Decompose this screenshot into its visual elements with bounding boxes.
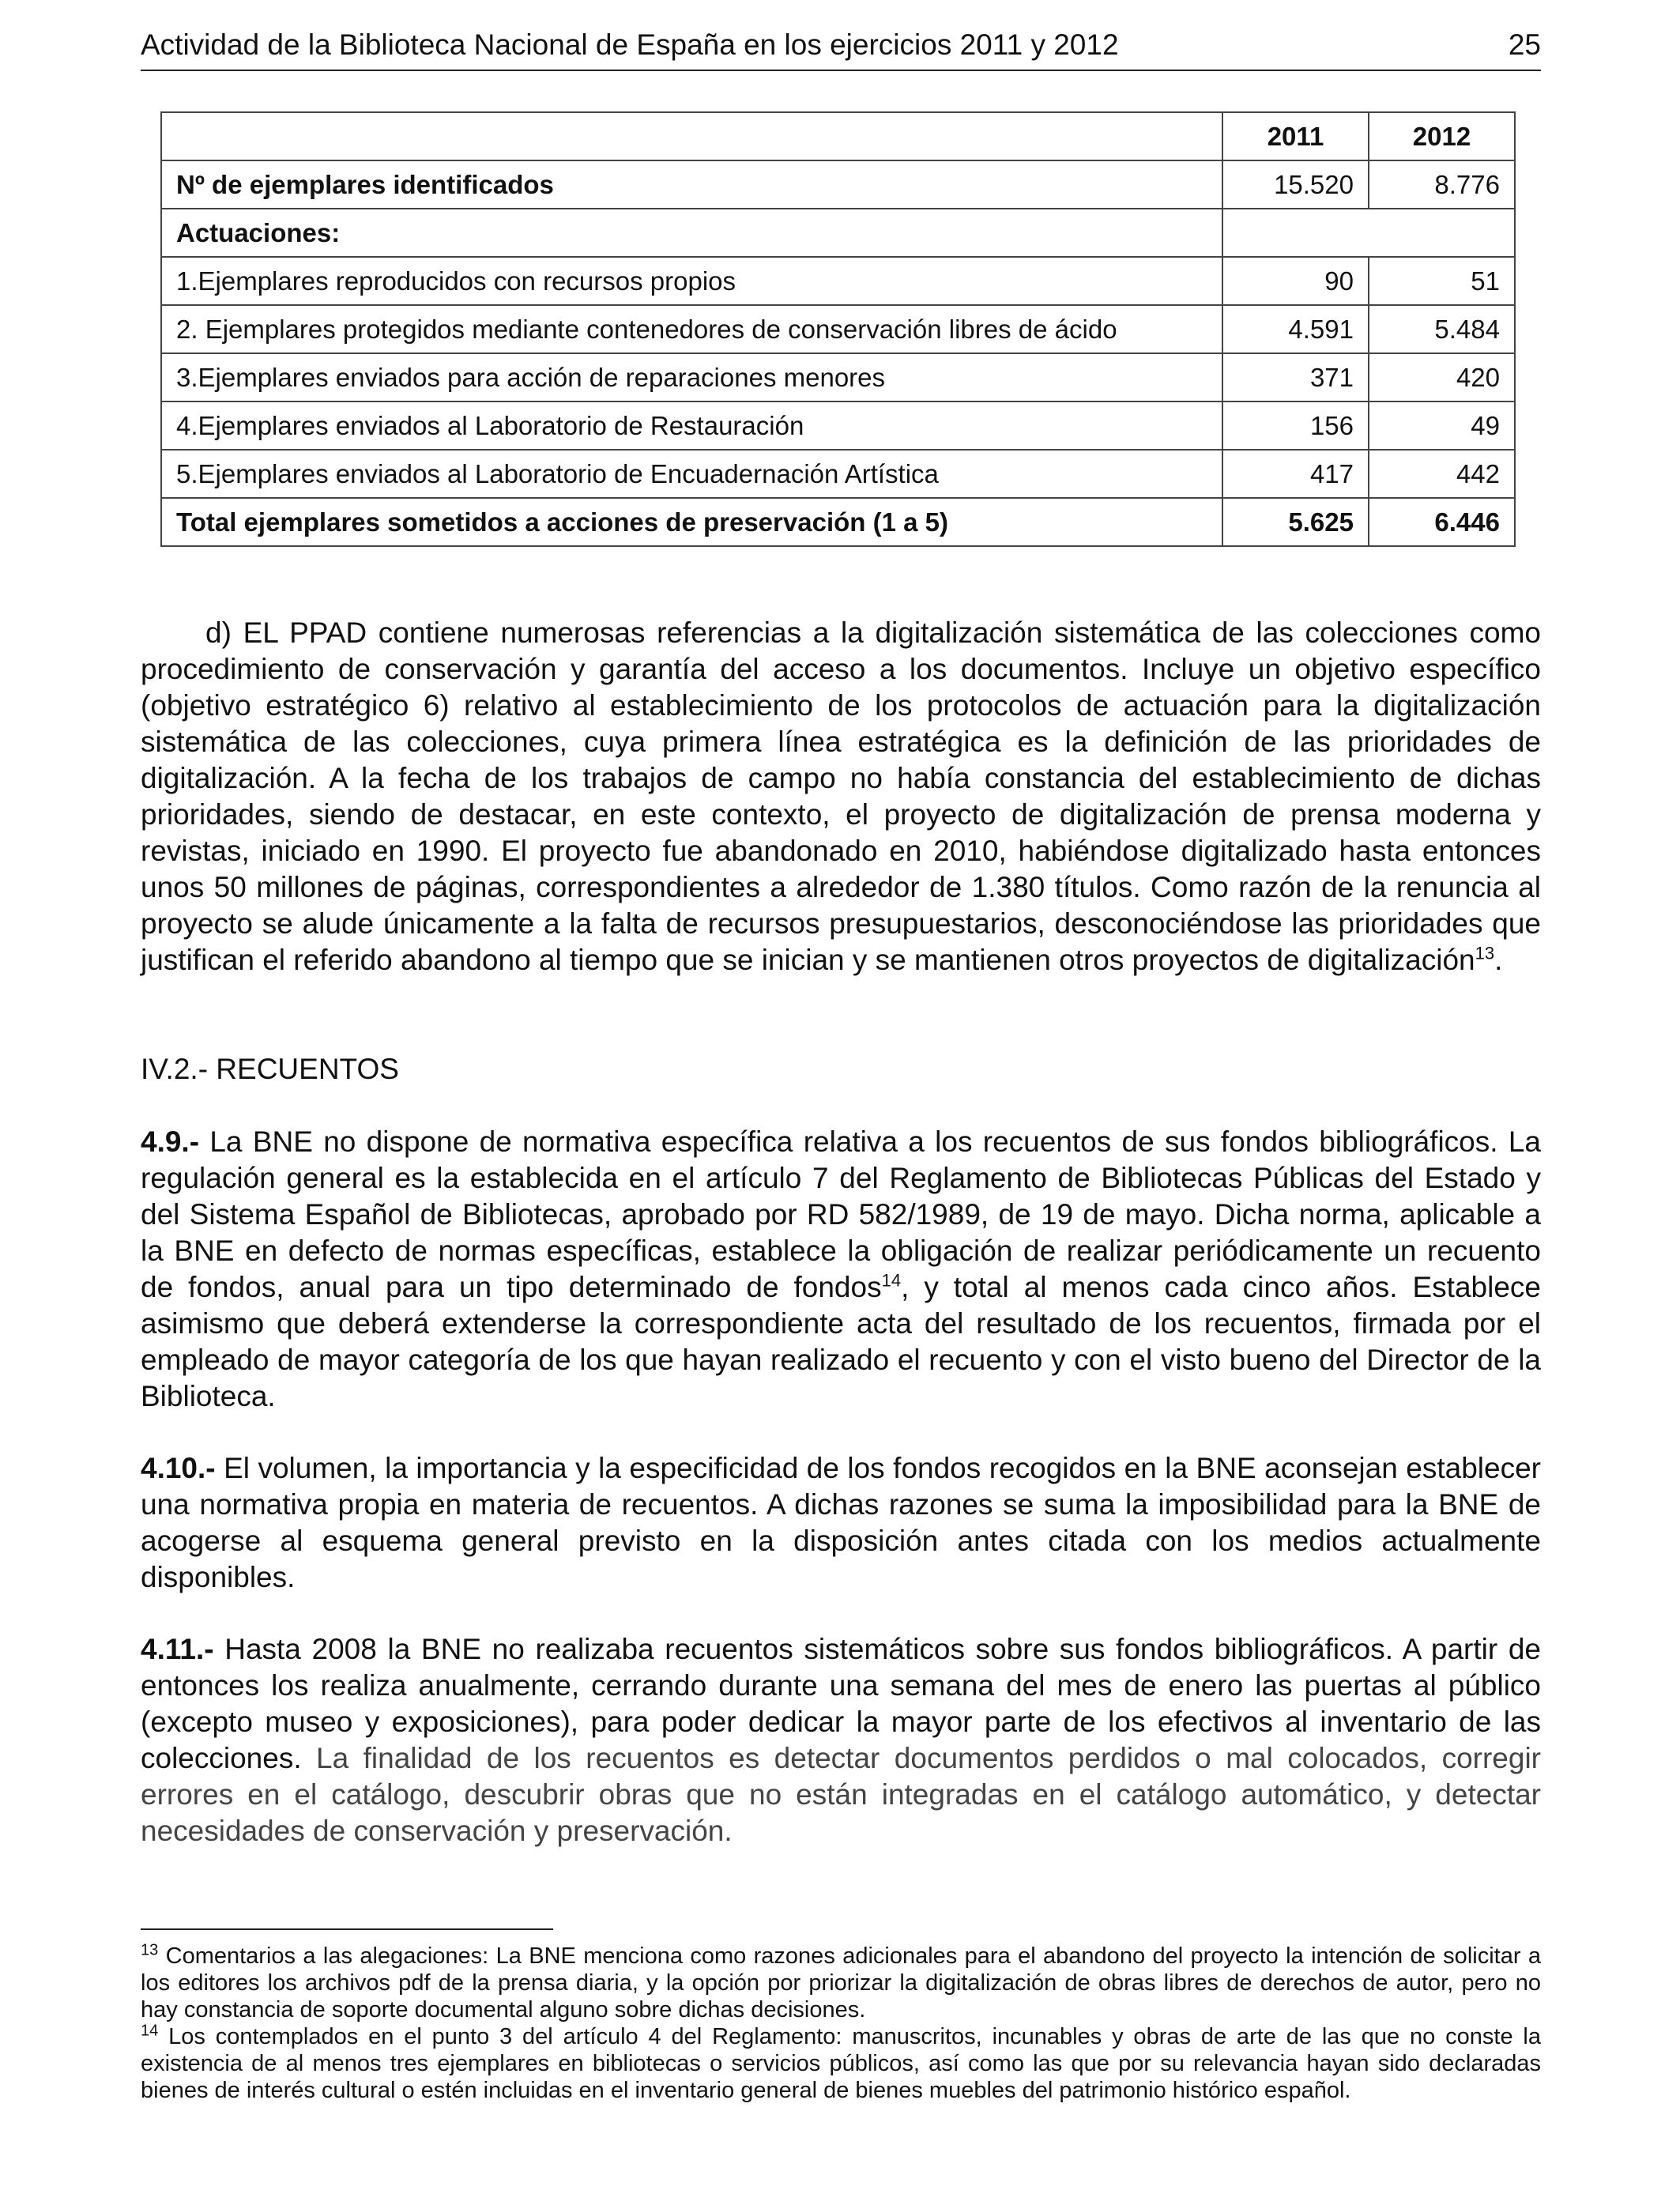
value-2011: 371 bbox=[1222, 353, 1369, 401]
value-2011: 90 bbox=[1222, 257, 1369, 305]
table-row bbox=[161, 305, 1515, 353]
value-2011: 156 bbox=[1222, 401, 1369, 450]
section-heading-text: IV.2.- RECUENTOS bbox=[141, 1053, 399, 1085]
paragraph-number: 4.9.- bbox=[141, 1125, 200, 1158]
paragraph-4-11 bbox=[141, 1631, 1541, 1849]
footnote-number: 13 bbox=[141, 1941, 159, 1959]
table-row bbox=[161, 450, 1515, 498]
paragraph-end: . bbox=[1494, 944, 1503, 976]
table-row bbox=[161, 353, 1515, 401]
table-row-total bbox=[161, 498, 1515, 546]
running-title: Actividad de la Biblioteca Nacional de España en los ejercicios 2011 y 2012 bbox=[141, 28, 1119, 61]
footnote-ref: 14 bbox=[881, 1270, 902, 1291]
value-2012: 49 bbox=[1369, 401, 1515, 450]
table-row-identified bbox=[161, 160, 1515, 209]
paragraph-text: La BNE no dispone de normativa específica relativa a los recuentos de sus fondos bibliográficos. La regulación general es la establecida en el artículo 7 del Reglamento de Bibliotecas Públicas del Estado y del Sistema Español de Bibliotecas, aprobado por RD 582/1989, de 19 de mayo. Dicha norma, aplicable a la BNE en defecto de normas específicas, establece la obligación de realizar periódicamente un recuento de fondos, anual para un tipo determinado de fondos bbox=[141, 1125, 1541, 1303]
value-2011: 5.625 bbox=[1222, 498, 1369, 546]
value-2012: 442 bbox=[1369, 450, 1515, 498]
footnote-number: 14 bbox=[141, 2022, 159, 2040]
paragraph-number: 4.10.- bbox=[141, 1452, 216, 1484]
empty-values-cell bbox=[1222, 209, 1515, 257]
table-header-row bbox=[161, 112, 1515, 160]
paragraph-text: El volumen, la importancia y la especificidad de los fondos recogidos en la BNE aconsejan establecer una normativa propia en materia de recuentos. A dichas razones se suma la imposibilidad para la BNE de acogerse al esquema general previsto en la disposición antes citada con los medios actualmente disponibles. bbox=[141, 1452, 1541, 1593]
value-2012: 51 bbox=[1369, 257, 1515, 305]
paragraph-text: d) EL PPAD contiene numerosas referencias a la digitalización sistemática de las colecciones como procedimiento de conservación y garantía del acceso a los documentos. Incluye un objetivo específico (objetivo estratégico 6) relativo al establecimiento de los protocolos de actuación para la digitalización sistemática de las colecciones, cuya primera línea estratégica es la definición de las prioridades de digitalización. A la fecha de los trabajos de campo no había constancia del establecimiento de dichas prioridades, siendo de destacar, en este contexto, el proyecto de digitalización de prensa moderna y revistas, iniciado en 1990. El proyecto fue abandonado en 2010, habiéndose digitalizado hasta entonces unos 50 millones de páginas, correspondientes a alrededor de 1.380 títulos. Como razón de la renuncia al proyecto se alude únicamente a la falta de recursos presupuestarios, desconociéndose las prioridades que justifican el referido abandono al tiempo que se inician y se mantienen otros proyectos de digitalización bbox=[141, 616, 1541, 976]
page-number: 25 bbox=[1508, 28, 1541, 61]
col-header-2012: 2012 bbox=[1369, 112, 1515, 160]
paragraph-text-cont: La finalidad de los recuentos es detectar documentos perdidos o mal colocados, corregir errores en el catálogo, descubrir obras que no están integradas en el catálogo automático, y detectar necesidades de conservación y preservación. bbox=[141, 1742, 1541, 1847]
table-row bbox=[161, 257, 1515, 305]
col-header-2011: 2011 bbox=[1222, 112, 1369, 160]
value-2011: 15.520 bbox=[1222, 160, 1369, 209]
footnote-text: Los contemplados en el punto 3 del artículo 4 del Reglamento: manuscritos, incunables y obras de arte de las que no conste la existencia de al menos tres ejemplares en bibliotecas o servicios públicos, así como las que por su relevancia hayan sido declaradas bienes de interés cultural o estén incluidas en el inventario general de bienes muebles del patrimonio histórico español. bbox=[141, 2024, 1541, 2103]
row-label: Total ejemplares sometidos a acciones de preservación (1 a 5) bbox=[161, 498, 1222, 546]
preservation-table bbox=[160, 111, 1516, 547]
row-label: 2. Ejemplares protegidos mediante contenedores de conservación libres de ácido bbox=[161, 305, 1222, 353]
row-label: Actuaciones: bbox=[161, 209, 1222, 257]
paragraph-d bbox=[141, 615, 1541, 978]
value-2011: 417 bbox=[1222, 450, 1369, 498]
footnote-ref: 13 bbox=[1475, 943, 1495, 963]
footnote-divider bbox=[141, 1928, 553, 1930]
row-label: 4.Ejemplares enviados al Laboratorio de Restauración bbox=[161, 401, 1222, 450]
table-row bbox=[161, 401, 1515, 450]
section-heading bbox=[141, 1051, 1541, 1088]
footnotes bbox=[141, 1943, 1541, 2104]
footnote-text: Comentarios a las alegaciones: La BNE menciona como razones adicionales para el abandono del proyecto la intención de solicitar a los editores los archivos pdf de la prensa diaria, y la opción por priorizar la digitalización de obras libres de derechos de autor, pero no hay constancia de soporte documental alguno sobre dichas decisiones. bbox=[141, 1943, 1541, 2022]
value-2011: 4.591 bbox=[1222, 305, 1369, 353]
header-empty-cell bbox=[161, 112, 1222, 160]
paragraph-text: Hasta 2008 la BNE no realizaba recuentos sistemáticos sobre sus fondos bibliográficos. A partir de entonces los realiza anualmente, cerrando durante una semana del mes de enero las puertas al público (excepto museo y exposiciones), para poder dedicar la mayor parte de los efectivos al inventario de las colecciones. bbox=[141, 1633, 1541, 1774]
paragraph-4-10 bbox=[141, 1450, 1541, 1596]
table-row-actions-label bbox=[161, 209, 1515, 257]
row-label: 3.Ejemplares enviados para acción de reparaciones menores bbox=[161, 353, 1222, 401]
paragraph-4-9 bbox=[141, 1124, 1541, 1415]
footnote bbox=[141, 1943, 1541, 2023]
value-2012: 6.446 bbox=[1369, 498, 1515, 546]
value-2012: 8.776 bbox=[1369, 160, 1515, 209]
footnote bbox=[141, 2023, 1541, 2104]
paragraph-number: 4.11.- bbox=[141, 1633, 214, 1665]
row-label: Nº de ejemplares identificados bbox=[161, 160, 1222, 209]
value-2012: 5.484 bbox=[1369, 305, 1515, 353]
value-2012: 420 bbox=[1369, 353, 1515, 401]
paragraph-text-cont: , y total al menos cada cinco años. Establece asimismo que deberá extenderse la correspondiente acta del resultado de los recuentos, firmada por el empleado de mayor categoría de los que hayan realizado el recuento y con el visto bueno del Director de la Biblioteca. bbox=[141, 1271, 1541, 1412]
page-header bbox=[141, 28, 1541, 71]
row-label: 5.Ejemplares enviados al Laboratorio de Encuadernación Artística bbox=[161, 450, 1222, 498]
row-label: 1.Ejemplares reproducidos con recursos propios bbox=[161, 257, 1222, 305]
